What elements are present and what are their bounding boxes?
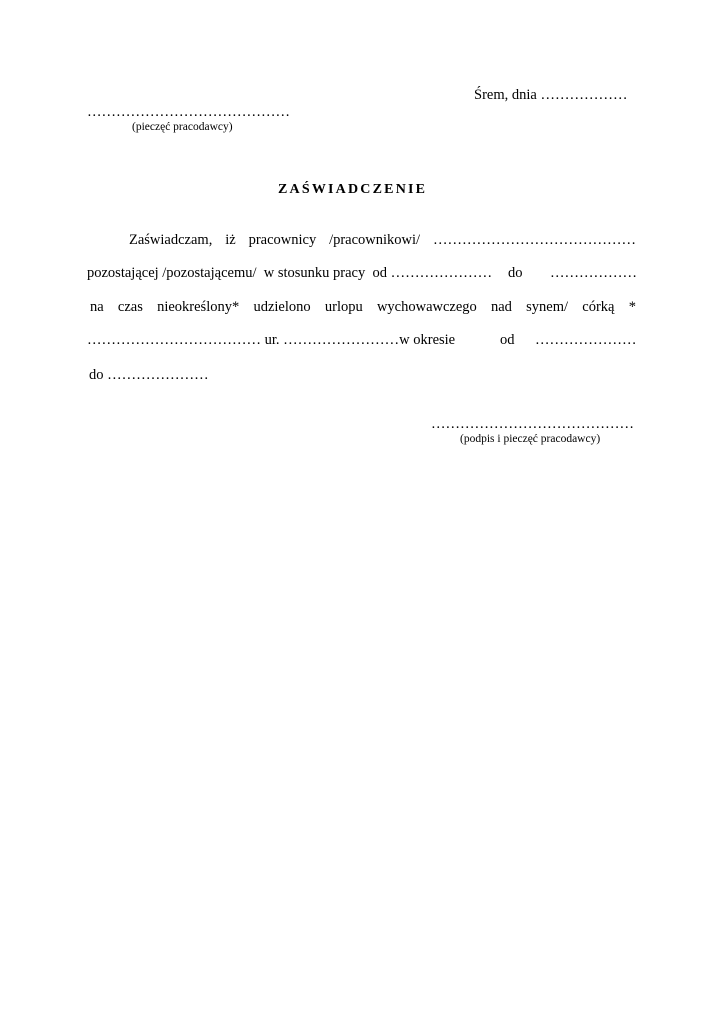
body-line-4-part-2: od xyxy=(500,332,515,348)
body-word: iż xyxy=(225,232,236,248)
document-title: ZAŚWIADCZENIE xyxy=(278,182,428,197)
body-line-2-part-1: pozostającej /pozostającemu/ w stosunku pracy od ………………… xyxy=(87,265,493,281)
body-word: * xyxy=(628,299,636,315)
body-word: pracownicy xyxy=(248,232,317,248)
body-word: wychowawczego xyxy=(376,299,477,315)
body-word: urlopu xyxy=(324,299,363,315)
body-line-2-part-2: do xyxy=(508,265,523,281)
body-line-3 xyxy=(90,300,636,315)
body-line-4-part-1: ……………………………… ur. ……………………w okresie xyxy=(87,332,456,348)
body-line-5: do ………………… xyxy=(89,367,209,383)
employer-stamp-caption: (pieczęć pracodawcy) xyxy=(132,121,233,133)
body-word: /pracownikowi/ xyxy=(329,232,421,248)
body-word: synem/ xyxy=(526,299,569,315)
employer-stamp-dots: …………………………………… xyxy=(87,104,290,120)
body-line-4-part-3: ………………… xyxy=(535,332,637,348)
employee-name-dots: …………………………………… xyxy=(432,232,636,248)
signature-dots: …………………………………… xyxy=(431,416,634,432)
body-line-2-part-3: ……………… xyxy=(550,265,637,281)
signature-caption: (podpis i pieczęć pracodawcy) xyxy=(460,433,601,445)
body-word: nad xyxy=(491,299,512,315)
body-word: czas xyxy=(117,299,143,315)
body-word: Zaświadczam, xyxy=(129,232,213,248)
body-word: na xyxy=(90,299,104,315)
body-word: udzielono xyxy=(253,299,311,315)
place-date: Śrem, dnia ……………… xyxy=(474,87,628,103)
body-word: córką xyxy=(582,299,615,315)
body-word: nieokreślony* xyxy=(157,299,240,315)
body-line-1 xyxy=(129,233,636,248)
